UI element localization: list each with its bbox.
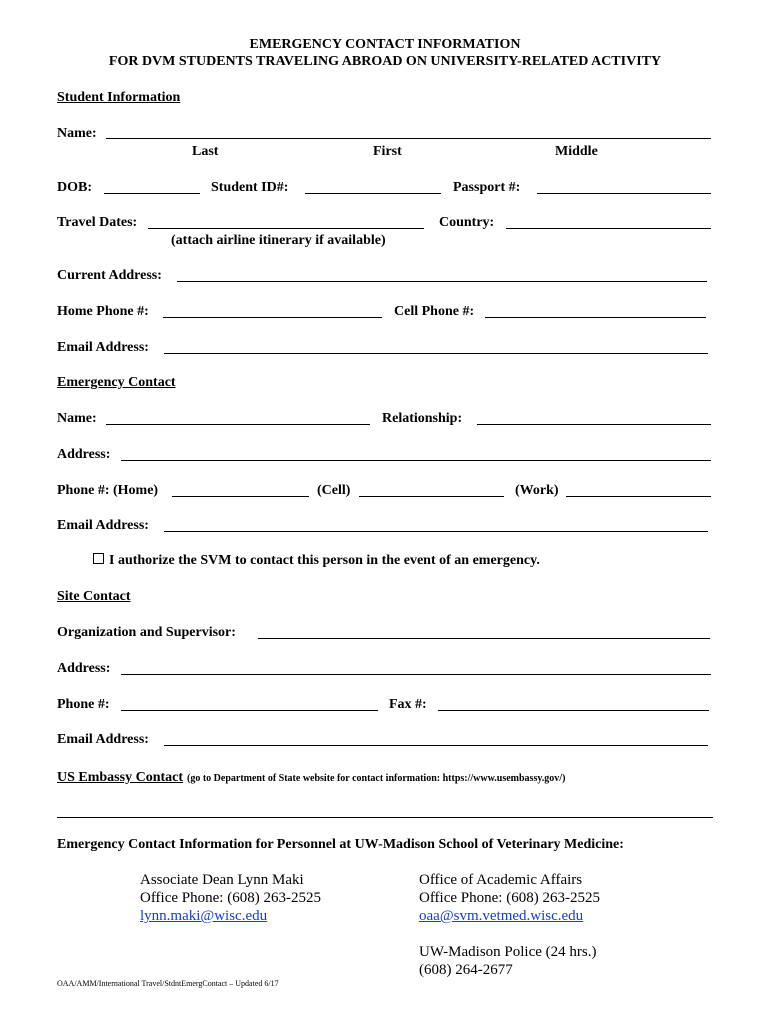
oaa-name: Office of Academic Affairs — [419, 872, 583, 888]
dob-field[interactable] — [104, 193, 200, 194]
organization-field[interactable] — [258, 638, 710, 639]
oaa-phone: Office Phone: (608) 263-2525 — [419, 890, 600, 906]
emergency-email-label: Email Address: — [57, 518, 149, 533]
organization-label: Organization and Supervisor: — [57, 625, 236, 640]
police-phone: (608) 264-2677 — [419, 962, 513, 978]
emergency-cell-label: (Cell) — [317, 483, 351, 498]
section-heading-embassy: US Embassy Contact — [57, 770, 184, 785]
student-email-label: Email Address: — [57, 340, 149, 355]
site-phone-field[interactable] — [121, 710, 378, 711]
passport-field[interactable] — [537, 193, 711, 194]
form-title-line1: EMERGENCY CONTACT INFORMATION — [249, 37, 521, 52]
relationship-field[interactable] — [477, 424, 711, 425]
personnel-heading: Emergency Contact Information for Personnel at UW-Madison School of Veterinary Medicine: — [57, 837, 624, 852]
student-email-field[interactable] — [164, 353, 708, 354]
home-phone-label: Home Phone #: — [57, 304, 149, 319]
site-address-field[interactable] — [121, 674, 711, 675]
dean-name: Associate Dean Lynn Maki — [140, 872, 304, 888]
authorize-row — [93, 553, 540, 569]
fax-label: Fax #: — [389, 697, 427, 712]
cell-phone-field[interactable] — [485, 317, 706, 318]
student-name-label: Name: — [57, 126, 97, 141]
student-name-field[interactable] — [106, 138, 711, 139]
site-address-label: Address: — [57, 661, 111, 676]
student-id-label: Student ID#: — [211, 180, 289, 195]
current-address-field[interactable] — [177, 281, 707, 282]
emergency-cell-field[interactable] — [359, 496, 504, 497]
first-name-caption: First — [373, 144, 402, 159]
emergency-work-field[interactable] — [566, 496, 711, 497]
emergency-address-label: Address: — [57, 447, 111, 462]
section-heading-student: Student Information — [57, 90, 181, 105]
site-email-field[interactable] — [164, 745, 708, 746]
middle-name-caption: Middle — [555, 144, 598, 159]
emergency-name-field[interactable] — [106, 424, 370, 425]
passport-label: Passport #: — [453, 180, 521, 195]
embassy-field[interactable] — [57, 817, 713, 818]
dean-email-link[interactable]: lynn.maki@wisc.edu — [140, 908, 268, 924]
itinerary-note: (attach airline itinerary if available) — [171, 233, 386, 248]
police-name: UW-Madison Police (24 hrs.) — [419, 944, 597, 960]
embassy-row — [57, 768, 565, 786]
emergency-work-label: (Work) — [515, 483, 559, 498]
authorize-checkbox[interactable] — [93, 553, 104, 564]
last-name-caption: Last — [192, 144, 219, 159]
embassy-note: (go to Department of State website for contact information: https://www.usembassy.gov/) — [187, 773, 566, 784]
footer-text: OAA/AMM/International Travel/StdntEmergContact – Updated 6/17 — [57, 979, 279, 988]
site-email-label: Email Address: — [57, 732, 149, 747]
form-title-line2: FOR DVM STUDENTS TRAVELING ABROAD ON UNIVERSITY-RELATED ACTIVITY — [108, 54, 662, 69]
emergency-email-field[interactable] — [164, 531, 708, 532]
fax-field[interactable] — [438, 710, 709, 711]
authorize-text: I authorize the SVM to contact this person in the event of an emergency. — [109, 553, 540, 568]
current-address-label: Current Address: — [57, 268, 162, 283]
cell-phone-label: Cell Phone #: — [394, 304, 475, 319]
country-label: Country: — [439, 215, 495, 230]
section-heading-site: Site Contact — [57, 589, 131, 604]
section-heading-emergency: Emergency Contact — [57, 375, 176, 390]
student-id-field[interactable] — [305, 193, 441, 194]
emergency-address-field[interactable] — [121, 460, 711, 461]
site-phone-label: Phone #: — [57, 697, 110, 712]
emergency-phone-home-label: Phone #: (Home) — [57, 483, 159, 498]
emergency-name-label: Name: — [57, 411, 97, 426]
country-field[interactable] — [506, 228, 711, 229]
travel-dates-label: Travel Dates: — [57, 215, 138, 230]
oaa-email-link[interactable]: oaa@svm.vetmed.wisc.edu — [419, 908, 584, 924]
emergency-phone-home-field[interactable] — [172, 496, 309, 497]
relationship-label: Relationship: — [382, 411, 463, 426]
home-phone-field[interactable] — [163, 317, 382, 318]
travel-dates-field[interactable] — [148, 228, 424, 229]
dob-label: DOB: — [57, 180, 92, 195]
dean-phone: Office Phone: (608) 263-2525 — [140, 890, 321, 906]
